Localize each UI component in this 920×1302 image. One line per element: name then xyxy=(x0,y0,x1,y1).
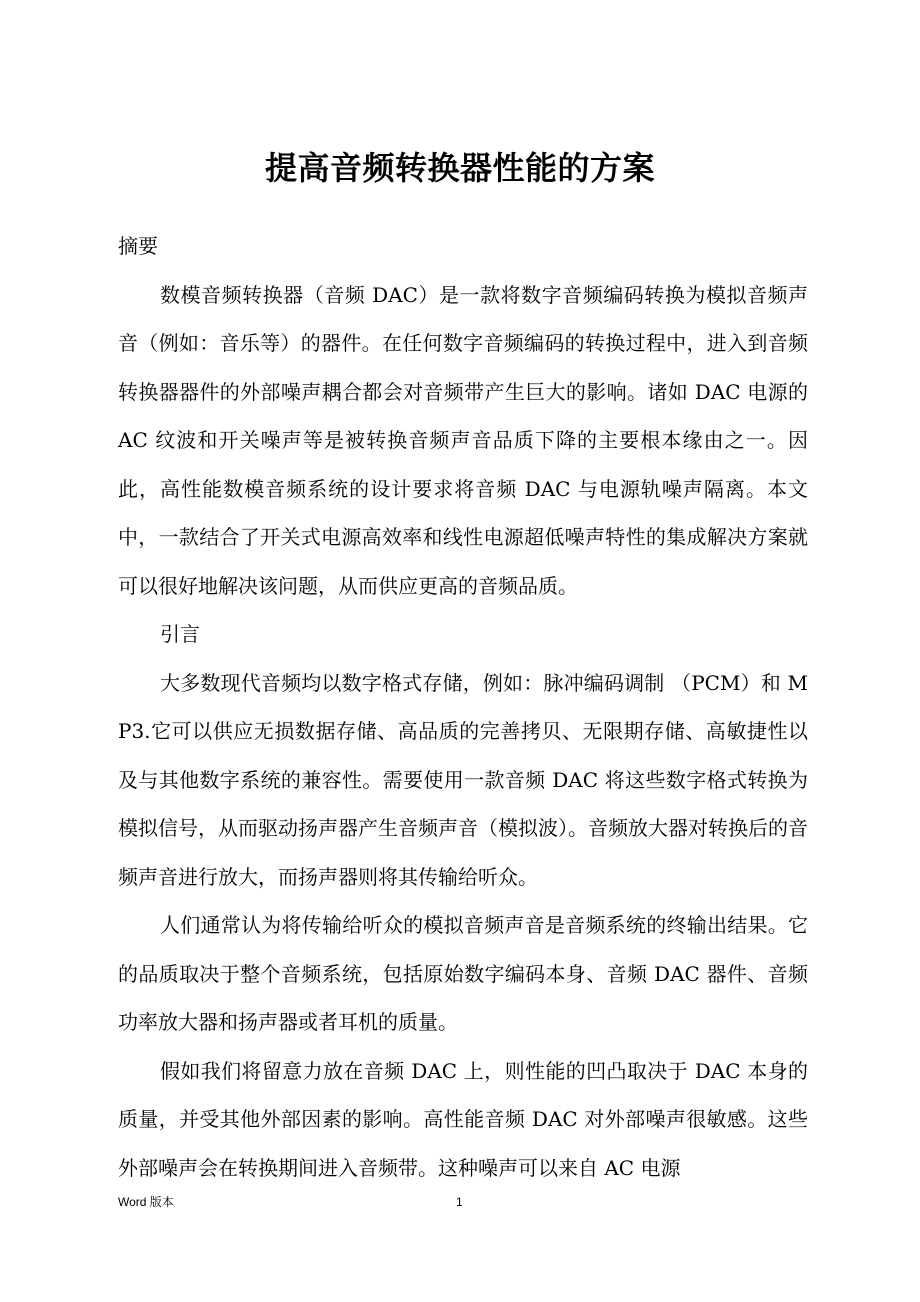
document-body xyxy=(118,222,808,1192)
paragraph-intro-1: 大多数现代音频均以数字格式存储，例如：脉冲编码调制 （PCM）和 MP3.它可以供应无损数据存储、高品质的完善拷贝、无限期存储、高敏捷性以及与其他数字系统的兼容性。需要使用一款音频 DAC 将这些数字格式转换为模拟信号，从而驱动扬声器产生音频声音（模拟波）。音频放大器对转换后的音频声音进行放大，而扬声器则将其传输给听众。 xyxy=(118,670,808,889)
section-heading-abstract: 摘要 xyxy=(118,234,158,258)
footer-label: Word 版本 xyxy=(118,1195,174,1209)
section-heading-introduction: 引言 xyxy=(160,622,200,646)
paragraph-intro-3: 假如我们将留意力放在音频 DAC 上，则性能的凹凸取决于 DAC 本身的质量，并受其他外部因素的影响。高性能音频 DAC 对外部噪声很敏感。这些外部噪声会在转换期间进入音频带。这种噪声可以来自 AC 电源 xyxy=(118,1058,808,1180)
document-title: 提高音频转换器性能的方案 xyxy=(264,149,655,187)
paragraph-abstract: 数模音频转换器（音频 DAC）是一款将数字音频编码转换为模拟音频声音（例如：音乐等）的器件。在任何数字音频编码的转换过程中，进入到音频转换器器件的外部噪声耦合都会对音频带产生巨大的影响。诸如 DAC 电源的 AC 纹波和开关噪声等是被转换音频声音品质下降的主要根本缘由之一。因此，高性能数模音频系统的设计要求将音频 DAC 与电源轨噪声隔离。本文中，一款结合了开关式电源高效率和线性电源超低噪声特性的集成解决方案就可以很好地解决该问题，从而供应更高的音频品质。 xyxy=(118,282,808,598)
page-number: 1 xyxy=(456,1195,463,1209)
paragraph-intro-2: 人们通常认为将传输给听众的模拟音频声音是音频系统的终输出结果。它的品质取决于整个音频系统，包括原始数字编码本身、音频 DAC 器件、音频功率放大器和扬声器或者耳机的质量。 xyxy=(118,913,808,1034)
